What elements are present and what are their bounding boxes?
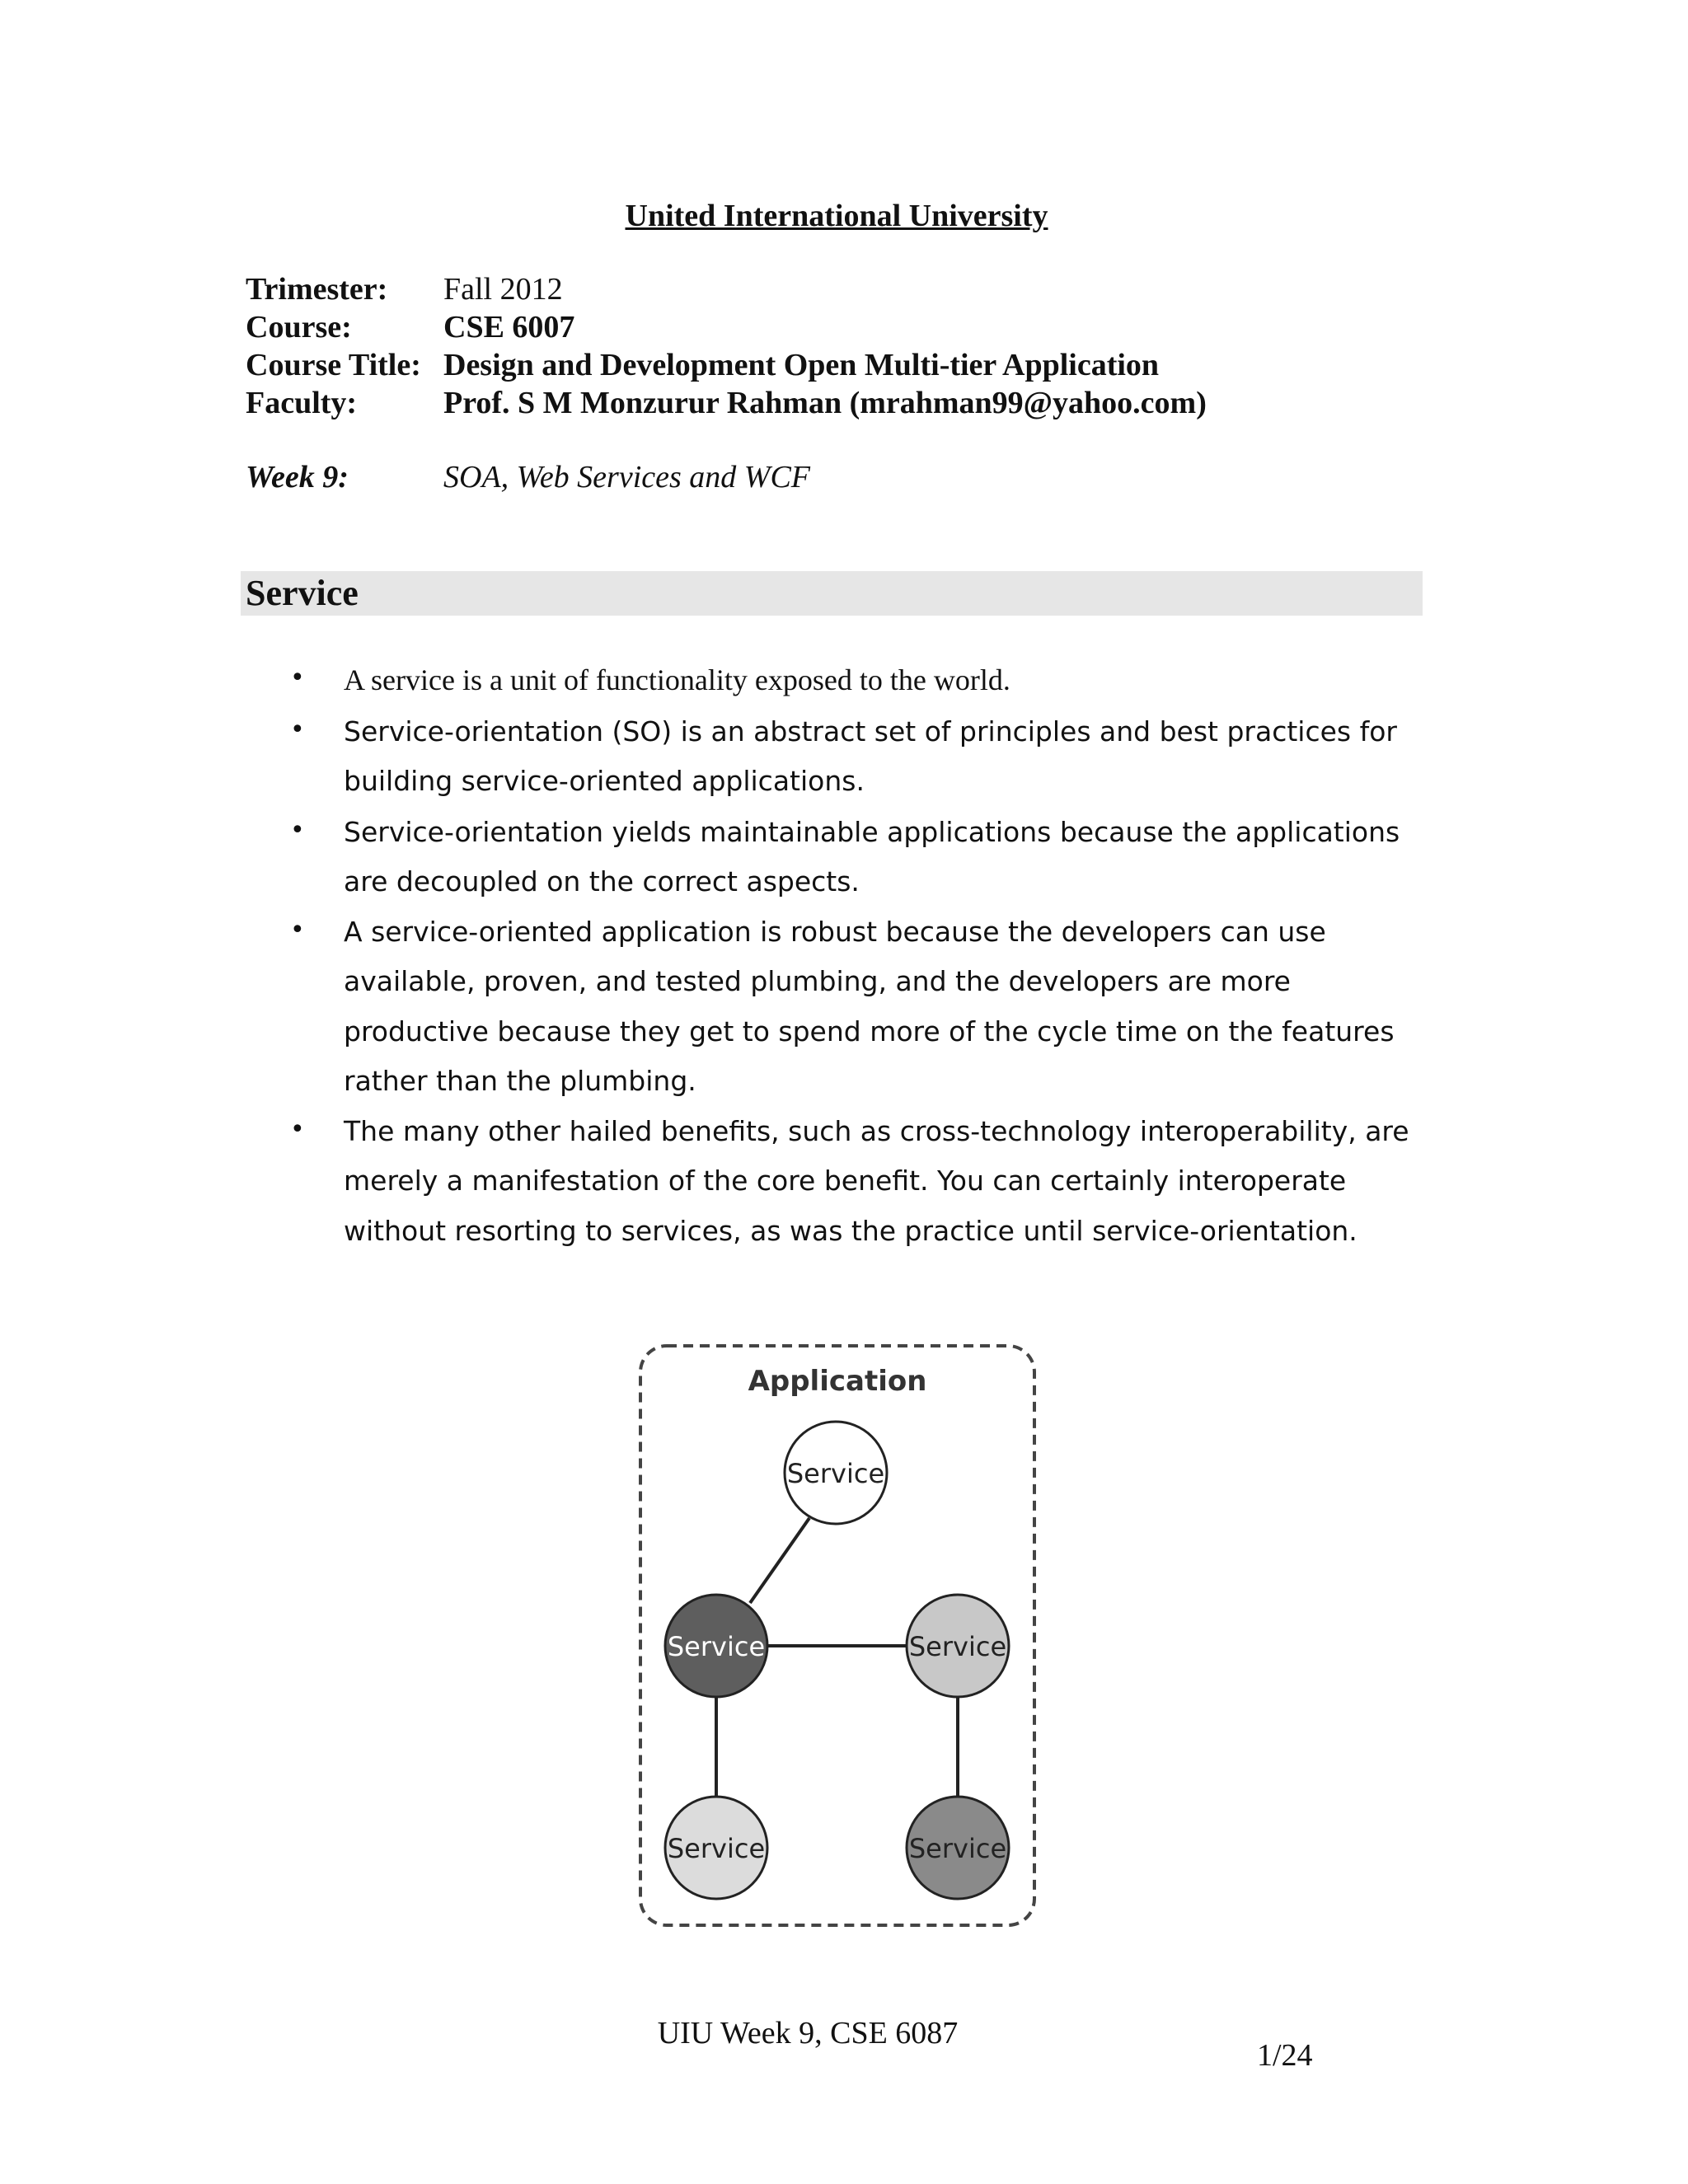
service-node-label: Service xyxy=(908,1631,1007,1662)
trimester-label: Trimester: xyxy=(246,272,388,307)
service-node-label: Service xyxy=(786,1458,885,1489)
bullet-icon: • xyxy=(290,715,305,744)
course-title-label: Course Title: xyxy=(246,348,421,382)
week-label: Week 9: xyxy=(246,460,349,494)
faculty-label: Faculty: xyxy=(246,386,358,420)
section-title: Service xyxy=(246,573,359,613)
bullet-item-1: A service is a unit of functionality exposed to the world. xyxy=(344,663,1010,696)
service-node-label: Service xyxy=(667,1833,766,1864)
faculty-value: Prof. S M Monzurur Rahman (mrahman99@yahoo.com) xyxy=(443,386,1207,420)
service-node-right xyxy=(907,1595,1009,1697)
university-title: United International University xyxy=(625,199,1048,233)
course-label: Course: xyxy=(246,310,352,344)
footer-course: UIU Week 9, CSE 6087 xyxy=(657,2016,959,2050)
service-node-label: Service xyxy=(667,1631,766,1662)
service-node-bottom-right xyxy=(907,1797,1009,1899)
service-node-top xyxy=(785,1422,887,1524)
course-value: CSE 6007 xyxy=(443,310,575,344)
bullet-item-4: A service-oriented application is robust because the developers can use available, proven, and tested plumbing, and the developers are more productive because they get to spend more of the cycle time on the features rather than the plumbing. xyxy=(344,916,1395,1097)
service-node-label: Service xyxy=(908,1833,1007,1864)
connector-line xyxy=(750,1518,809,1603)
application-label: Application xyxy=(748,1365,927,1398)
course-title-value: Design and Development Open Multi-tier Application xyxy=(443,348,1160,382)
bullet-item-5: The many other hailed benefits, such as cross-technology interoperability, are merely a manifestation of the core benefit. You can certainly interoperate without resorting to services, as was the practice until service-orientation. xyxy=(344,1115,1409,1247)
service-node-left xyxy=(665,1595,767,1697)
bullet-icon: • xyxy=(290,663,305,692)
bullet-icon: • xyxy=(290,816,305,845)
bullet-item-3: Service-orientation yields maintainable applications because the applications are decoupled on the correct aspects. xyxy=(344,816,1400,898)
week-topic: SOA, Web Services and WCF xyxy=(443,460,810,494)
service-node-bottom-left xyxy=(665,1797,767,1899)
bullet-item-2: Service-orientation (SO) is an abstract set of principles and best practices for building service-oriented applications. xyxy=(344,715,1397,798)
trimester-value: Fall 2012 xyxy=(443,272,563,307)
page-number: 1/24 xyxy=(1257,2038,1313,2073)
bullet-icon: • xyxy=(290,1115,305,1144)
bullet-icon: • xyxy=(290,916,305,944)
